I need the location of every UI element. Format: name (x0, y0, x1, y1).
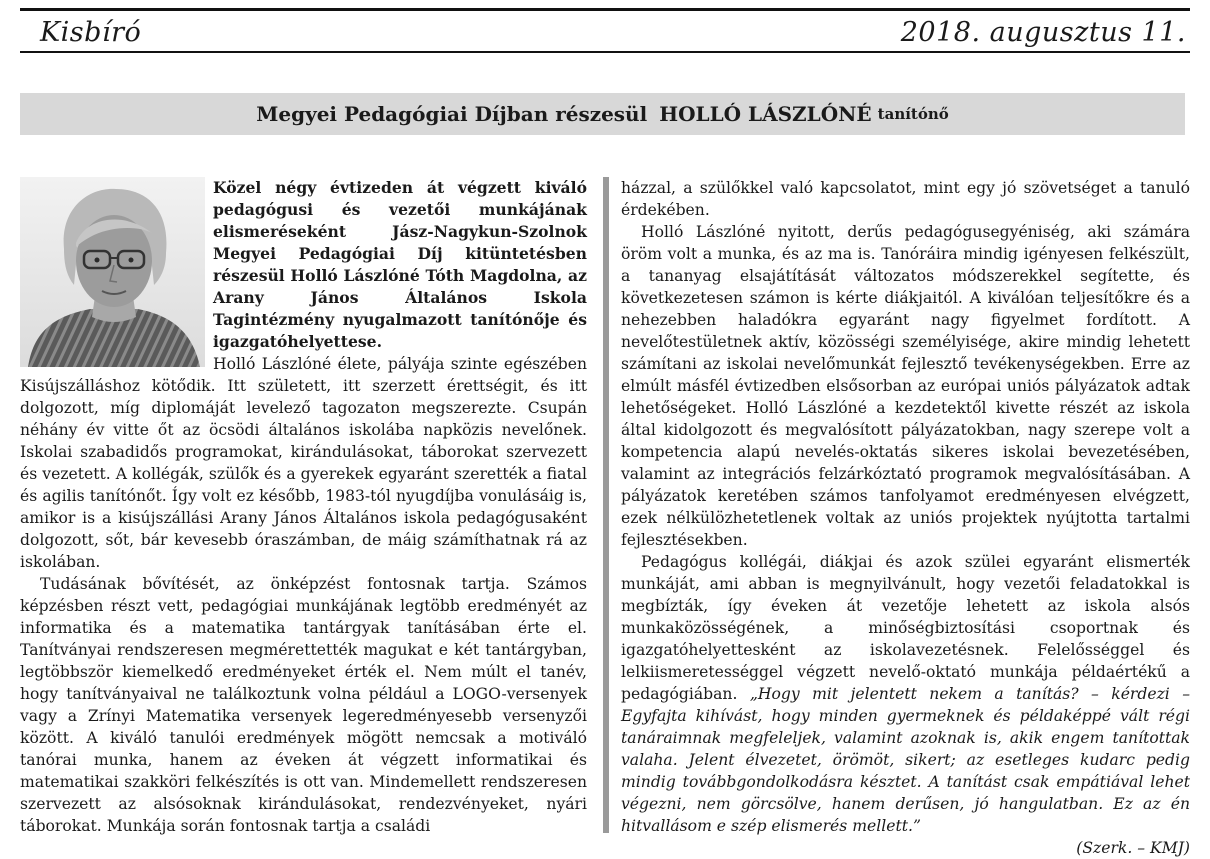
teaching-quote: „Hogy mit jelentett nekem a tanítás? – kérdezi – Egyfajta kihívást, hogy minden gyermeknek és példaképpé vált régi tanáraimnak megfeleljek, valamint azoknak is, akik engem tanítottak valaha. Jelent élvezetet, örömöt, sikert; az esetleges kudarc pedig mindig továbbgondolkodásra késztet. A tanítást csak empátiával lehet végezni, nem görcsölve, hanem derűsen, jó hangulatban. Ez az én hitvallásom e szép elismerés mellett.” (621, 685, 1190, 835)
article-left-column (20, 177, 587, 835)
recognition-text: Pedagógus kollégái, diákjai és azok szülei egyaránt elismerték munkáját, ami abban is megnyilvánult, hogy vezetői feladatokkal is megbízták, így éveken át vezetője lehetett az iskola alsós munkaközösségének, a minőségbiztosítási csoportnak és igazgatóhelyettesként az iskolavezetésnek. Felelősséggel és lelkiismeretességgel végzett nevelő-oktató munkája példaértékű a pedagógiában. (621, 553, 1190, 703)
paragraph-personality: Holló Lászlóné nyitott, derűs pedagógusegyéniség, aki számára öröm volt a munka, és az ma is. Tanóráira mindig igényesen felkészült, a tananyag elsajátítását változatos módszerekkel segítette, és következetesen számon is kérte diákjaitól. A kiválóan teljesítőkre és a nehezebben haladókra egyaránt nagy figyelmet fordított. A nevelőtestületnek aktív, közösségi személyisége, akire mindig lehetett számítani az iskolai nevelőmunkát fejlesztő tevékenységekben. Erre az elmúlt másfél évtizedben elsősorban az európai uniós pályázatok adtak lehetőségeket. Holló Lászlóné a kezdetektől kivette részét az iskola által kidolgozott és megvalósított pályázatokban, nagy szerepe volt a kompetencia alapú nevelés-oktatás sikeres iskolai bevezetésében, valamint az integrációs felzárkóztató programok megvalósításában. A pályázatok keretében számos tanfolyamot eredményesen elvégzett, ezek nélkülözhetetlenek voltak az uniós projektek nyújtotta tartalmi fejlesztésekben. (621, 223, 1190, 549)
article-lead: Közel négy évtizeden át végzett kiváló pedagógusi és vezetői munkájának elismeréseként Jász-Nagykun-Szolnok Megyei Pedagógiai Díj kitüntetésben részesül Holló Lászlóné Tóth Magdolna, az Arany János Általános Iskola Tagintézmény nyugalmazott tanítónője és igazgatóhelyettese. (213, 178, 587, 351)
paragraph-recognition (621, 551, 1190, 837)
headline-role: tanítónő (877, 105, 949, 123)
photo-spacer (20, 177, 213, 369)
header-date: 2018. augusztus 11. (900, 17, 1186, 48)
paragraph-life: Holló Lászlóné élete, pályája szinte egészében Kisújszálláshoz kötődik. Itt született, itt szerzett érettségit, és itt dolgozott, míg diplomáját levelező tagozaton megszerezte. Csupán néhány év vitte őt az öcsödi általános iskolába napközis nevelőnek. Iskolai szabadidős programokat, kirándulásokat, táborokat szervezett és vezetett. A kollégák, szülők és a gyerekek egyaránt szerették a fiatal és agilis tanítónőt. Így volt ez később, 1983-tól nyugdíjba vonulásáig is, amikor is a kisújszállási Arany János Általános iskola pedagógusaként dolgozott, sőt, bár kevesebb óraszámban, de máig számíthatnak rá az iskolában. (20, 355, 587, 571)
article-right-column (621, 177, 1190, 857)
headline-name: HOLLÓ LÁSZLÓNÉ (659, 102, 872, 126)
paragraph-education: Tudásának bővítését, az önképzést fontosnak tartja. Számos képzésben részt vett, pedagógiai munkájának legtöbb eredményét az informatika és a matematika tantárgyak tanításában érte el. Tanítványai rendszeresen megmérettették magukat e két tantárgyban, legtöbbször kiemelkedő eredményeket érték el. Nem múlt el tanév, hogy tanítványaival ne találkoztunk volna például a LOGO-versenyek vagy a Zrínyi Matematika versenyek legeredményesebb versenyzői között. A kiváló tanulói eredmények mögött nemcsak a motiváló tanórai munka, hanem az éveken át végzett informatikai és matematikai szakköri felkészítés is ott van. Mindemellett rendszeresen szervezett az alsósoknak kirándulásokat, rendezvényeket, nyári táborokat. Munkája során fontosnak tartja a családi (20, 575, 587, 835)
header-town: Kisbíró (40, 17, 142, 48)
paragraph-continued: házzal, a szülőkkel való kapcsolatot, mint egy jó szövetséget a tanuló érdekében. (621, 179, 1190, 219)
newspaper-header (20, 8, 1190, 54)
headline-text: Megyei Pedagógiai Díjban részesül (256, 102, 648, 126)
header-top-rule (20, 8, 1190, 11)
column-divider (603, 177, 609, 833)
author-signature: (Szerk. – KMJ) (1076, 839, 1190, 857)
header-bottom-rule (20, 51, 1190, 53)
article-headline (20, 93, 1185, 135)
